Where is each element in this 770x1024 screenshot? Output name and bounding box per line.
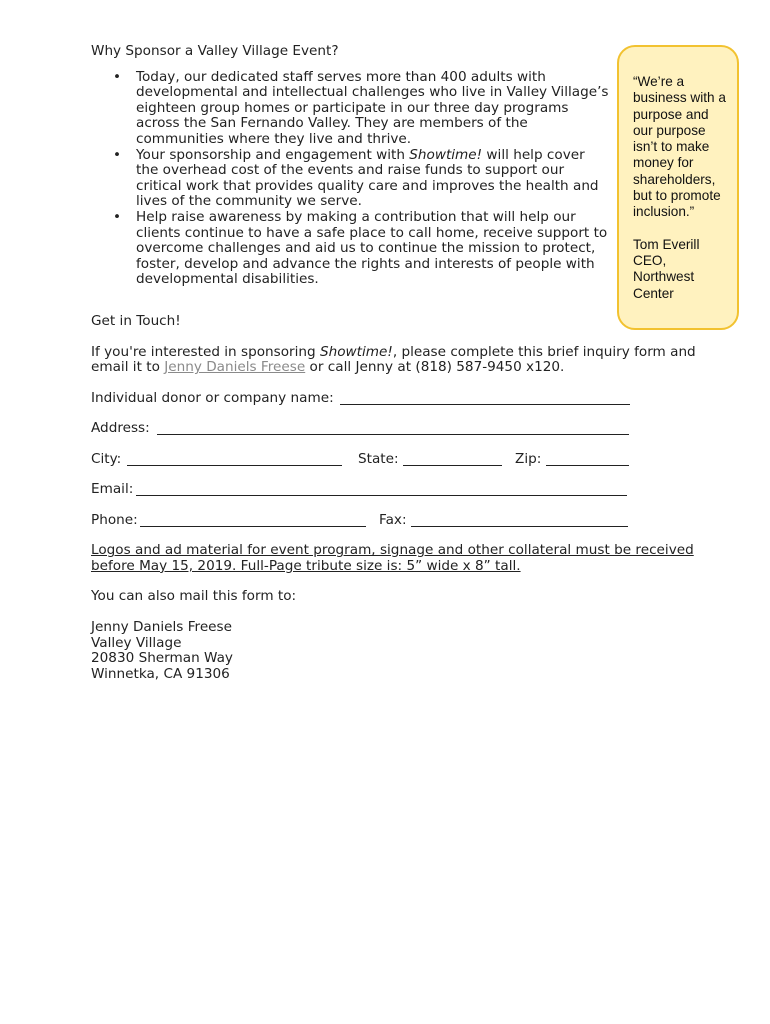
reasons-list [91,70,611,288]
email-field[interactable] [136,482,627,496]
list-item-text: Your sponsorship and engagement with [136,146,410,163]
city-label: City: [91,450,122,467]
address-city: Winnetka, CA 91306 [91,665,230,682]
mailing-address [91,620,701,682]
contact-text: , please complete this brief inquiry form and email it to [91,343,696,376]
mail-intro: You can also mail this form to: [91,588,297,605]
section-heading: Why Sponsor a Valley Village Event? [91,43,339,59]
donor-field[interactable] [340,391,630,405]
address-field[interactable] [157,421,629,435]
phone-label: Phone: [91,511,138,528]
quote-text: “We’re a business with a purpose and our purpose isn’t to make money for shareholders, but to promote inclusion.” [633,74,726,220]
donor-row [91,391,701,407]
contact-text: or call Jenny at (818) 587-9450 x120. [305,359,565,376]
email-row [91,482,701,498]
list-item-text: will help cover the overhead cost of the events and raise funds to support our critical work that provides quality care and improves the health and lives of the community we serve. [136,146,599,210]
document-body [91,44,701,682]
state-label: State: [358,450,399,467]
list-item [136,148,611,210]
zip-label: Zip: [515,450,542,467]
email-label: Email: [91,481,134,498]
city-row [91,452,701,468]
fax-label: Fax: [379,511,407,528]
logos-notice: Logos and ad material for event program, signage and other collateral must be received before May 15, 2019. Full-Page tribute size is: 5” wide x 8” tall. [91,542,694,574]
list-item: • Help raise awareness by making a contribution that will help our clients continue to have a safe place to call home, receive support to overcome challenges and aid us to continue the mission to protect, foster, develop and advance the rights and interests of people with developmental disabilities. [136,210,611,288]
donor-label: Individual donor or company name: [91,389,334,406]
list-item: • Today, our dedicated staff serves more than 400 adults with developmental and intellectual challenges who live in Valley Village’s eighteen group homes or participate in our three day programs across the San Fernando Valley. They are members of the communities where they live and thrive. [136,70,611,148]
city-field[interactable] [127,452,342,466]
event-name: Showtime! [319,343,393,360]
quote-callout [617,45,739,330]
address-street: 20830 Sherman Way [91,650,233,667]
state-field[interactable] [403,452,502,466]
fax-field[interactable] [411,513,628,527]
zip-field[interactable] [546,452,629,466]
phone-row [91,513,701,529]
address-org: Valley Village [91,634,182,651]
contact-text: If you're interested in sponsoring [91,343,320,360]
phone-field[interactable] [140,513,366,527]
address-label: Address: [91,420,150,437]
quote-attribution-title: CEO, Northwest Center [633,252,695,301]
contact-intro [91,345,701,376]
contact-heading: Get in Touch! [91,312,181,329]
email-link[interactable]: Jenny Daniels Freese [164,359,306,376]
quote-attribution-name: Tom Everill [633,236,700,252]
address-row [91,421,701,437]
event-name: Showtime! [409,146,483,163]
address-name: Jenny Daniels Freese [91,618,232,635]
